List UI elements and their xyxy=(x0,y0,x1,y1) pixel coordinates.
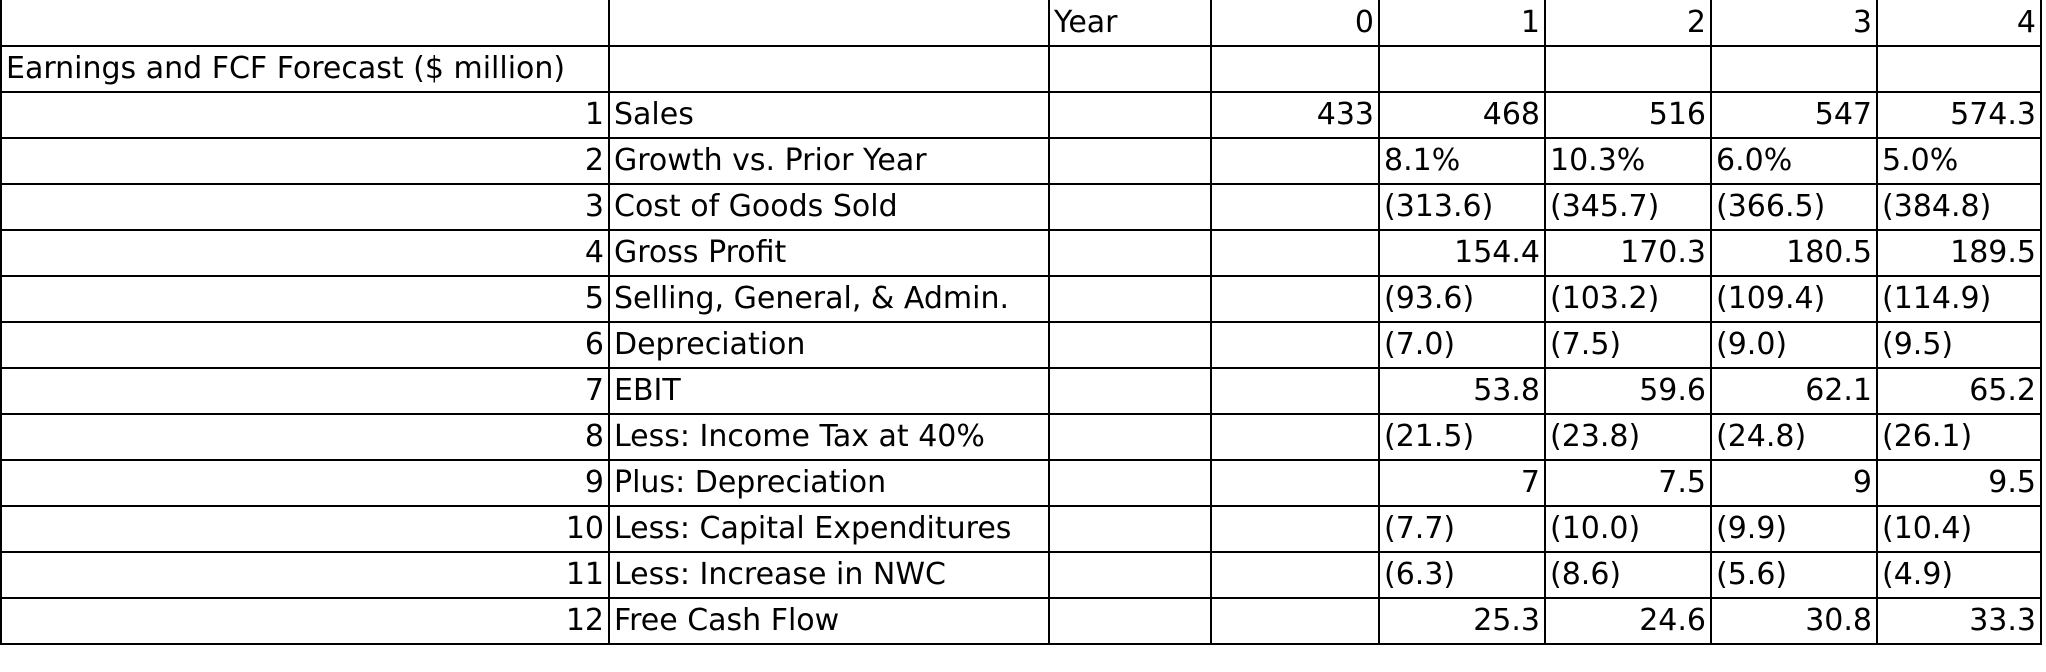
row-number-cell[interactable]: 8 xyxy=(1,414,609,460)
value-year-1-cell[interactable]: 8.1% xyxy=(1379,138,1545,184)
value-year-1-cell[interactable]: (7.0) xyxy=(1379,322,1545,368)
table-row xyxy=(1,598,2041,644)
value-year-2-cell[interactable]: (23.8) xyxy=(1545,414,1711,460)
line-item-label-cell[interactable]: Sales xyxy=(609,92,1049,138)
table-row xyxy=(1,138,2041,184)
cell[interactable] xyxy=(1049,414,1211,460)
cell[interactable] xyxy=(1211,46,1379,92)
table-row xyxy=(1,230,2041,276)
value-year-2-cell[interactable]: 7.5 xyxy=(1545,460,1711,506)
value-year-0-cell[interactable]: 433 xyxy=(1211,92,1379,138)
value-year-3-cell[interactable]: 547 xyxy=(1711,92,1877,138)
table-row xyxy=(1,414,2041,460)
value-year-1-cell[interactable]: (93.6) xyxy=(1379,276,1545,322)
value-year-1-cell[interactable]: 154.4 xyxy=(1379,230,1545,276)
table-row xyxy=(1,506,2041,552)
cell[interactable] xyxy=(1049,92,1211,138)
cell[interactable] xyxy=(1049,552,1211,598)
value-year-1-cell[interactable]: 468 xyxy=(1379,92,1545,138)
line-item-label-cell[interactable]: Growth vs. Prior Year xyxy=(609,138,1049,184)
value-year-4-cell[interactable]: (4.9) xyxy=(1877,552,2041,598)
value-year-4-cell[interactable]: (9.5) xyxy=(1877,322,2041,368)
value-year-3-cell[interactable]: (366.5) xyxy=(1711,184,1877,230)
value-year-4-cell[interactable]: 33.3 xyxy=(1877,598,2041,644)
cell[interactable] xyxy=(1545,46,1711,92)
value-year-3-cell[interactable]: (24.8) xyxy=(1711,414,1877,460)
table-row xyxy=(1,184,2041,230)
value-year-0-cell[interactable] xyxy=(1211,322,1379,368)
value-year-2-cell[interactable]: 10.3% xyxy=(1545,138,1711,184)
line-item-label-cell[interactable]: Depreciation xyxy=(609,322,1049,368)
value-year-1-cell[interactable]: 53.8 xyxy=(1379,368,1545,414)
value-year-1-cell[interactable]: (21.5) xyxy=(1379,414,1545,460)
value-year-3-cell[interactable]: 180.5 xyxy=(1711,230,1877,276)
cell[interactable] xyxy=(1049,138,1211,184)
value-year-0-cell[interactable] xyxy=(1211,230,1379,276)
cell[interactable] xyxy=(1049,368,1211,414)
line-item-label-cell[interactable]: EBIT xyxy=(609,368,1049,414)
row-number-cell[interactable]: 5 xyxy=(1,276,609,322)
value-year-3-cell[interactable]: (9.9) xyxy=(1711,506,1877,552)
value-year-2-cell[interactable]: 24.6 xyxy=(1545,598,1711,644)
year-header-row xyxy=(1,0,2041,46)
row-number-cell[interactable]: 2 xyxy=(1,138,609,184)
value-year-2-cell[interactable]: (7.5) xyxy=(1545,322,1711,368)
value-year-3-cell[interactable]: (109.4) xyxy=(1711,276,1877,322)
line-item-label-cell[interactable]: Less: Increase in NWC xyxy=(609,552,1049,598)
cell[interactable] xyxy=(1379,46,1545,92)
cell[interactable] xyxy=(1049,276,1211,322)
value-year-1-cell[interactable]: 7 xyxy=(1379,460,1545,506)
line-item-label-cell[interactable]: Plus: Depreciation xyxy=(609,460,1049,506)
value-year-4-cell[interactable]: (384.8) xyxy=(1877,184,2041,230)
line-item-label-cell[interactable]: Selling, General, & Admin. xyxy=(609,276,1049,322)
value-year-0-cell[interactable] xyxy=(1211,598,1379,644)
row-number-cell[interactable]: 6 xyxy=(1,322,609,368)
cell[interactable] xyxy=(1049,184,1211,230)
value-year-3-cell[interactable]: (5.6) xyxy=(1711,552,1877,598)
value-year-0-cell[interactable] xyxy=(1211,414,1379,460)
year-0-cell[interactable]: 0 xyxy=(1211,0,1379,46)
value-year-3-cell[interactable]: 30.8 xyxy=(1711,598,1877,644)
value-year-4-cell[interactable]: 9.5 xyxy=(1877,460,2041,506)
cell[interactable] xyxy=(1049,322,1211,368)
line-item-label-cell[interactable]: Less: Capital Expenditures xyxy=(609,506,1049,552)
cell[interactable] xyxy=(1,0,609,46)
value-year-2-cell[interactable]: (103.2) xyxy=(1545,276,1711,322)
cell[interactable] xyxy=(1049,230,1211,276)
year-1-cell[interactable]: 1 xyxy=(1379,0,1545,46)
value-year-2-cell[interactable]: 170.3 xyxy=(1545,230,1711,276)
table-row xyxy=(1,368,2041,414)
row-number-cell[interactable]: 4 xyxy=(1,230,609,276)
title-row xyxy=(1,46,2041,92)
value-year-2-cell[interactable]: (10.0) xyxy=(1545,506,1711,552)
value-year-2-cell[interactable]: 59.6 xyxy=(1545,368,1711,414)
value-year-3-cell[interactable]: (9.0) xyxy=(1711,322,1877,368)
value-year-1-cell[interactable]: 25.3 xyxy=(1379,598,1545,644)
value-year-0-cell[interactable] xyxy=(1211,138,1379,184)
line-item-label-cell[interactable]: Less: Income Tax at 40% xyxy=(609,414,1049,460)
line-item-label-cell[interactable]: Cost of Goods Sold xyxy=(609,184,1049,230)
value-year-2-cell[interactable]: 516 xyxy=(1545,92,1711,138)
cell[interactable] xyxy=(1877,46,2041,92)
value-year-3-cell[interactable]: 9 xyxy=(1711,460,1877,506)
row-number-cell[interactable]: 1 xyxy=(1,92,609,138)
year-label-cell[interactable]: Year xyxy=(1049,0,1211,46)
value-year-0-cell[interactable] xyxy=(1211,276,1379,322)
line-item-label-cell[interactable]: Free Cash Flow xyxy=(609,598,1049,644)
table-row xyxy=(1,276,2041,322)
row-number-cell[interactable]: 11 xyxy=(1,552,609,598)
cell[interactable] xyxy=(1711,46,1877,92)
value-year-1-cell[interactable]: (313.6) xyxy=(1379,184,1545,230)
value-year-1-cell[interactable]: (7.7) xyxy=(1379,506,1545,552)
cell[interactable] xyxy=(1049,46,1211,92)
row-number-cell[interactable]: 7 xyxy=(1,368,609,414)
value-year-1-cell[interactable]: (6.3) xyxy=(1379,552,1545,598)
value-year-0-cell[interactable] xyxy=(1211,460,1379,506)
year-3-cell[interactable]: 3 xyxy=(1711,0,1877,46)
cell[interactable] xyxy=(1049,598,1211,644)
cell[interactable] xyxy=(1049,460,1211,506)
table-row xyxy=(1,322,2041,368)
value-year-2-cell[interactable]: (8.6) xyxy=(1545,552,1711,598)
cell[interactable] xyxy=(1049,506,1211,552)
row-number-cell[interactable]: 12 xyxy=(1,598,609,644)
row-number-cell[interactable]: 3 xyxy=(1,184,609,230)
value-year-4-cell[interactable]: (26.1) xyxy=(1877,414,2041,460)
value-year-4-cell[interactable]: 5.0% xyxy=(1877,138,2041,184)
value-year-4-cell[interactable]: 189.5 xyxy=(1877,230,2041,276)
table-row xyxy=(1,92,2041,138)
row-number-cell[interactable]: 9 xyxy=(1,460,609,506)
table-row xyxy=(1,552,2041,598)
value-year-0-cell[interactable] xyxy=(1211,368,1379,414)
value-year-4-cell[interactable]: (114.9) xyxy=(1877,276,2041,322)
value-year-4-cell[interactable]: (10.4) xyxy=(1877,506,2041,552)
value-year-0-cell[interactable] xyxy=(1211,506,1379,552)
value-year-3-cell[interactable]: 62.1 xyxy=(1711,368,1877,414)
value-year-0-cell[interactable] xyxy=(1211,184,1379,230)
value-year-2-cell[interactable]: (345.7) xyxy=(1545,184,1711,230)
cell[interactable] xyxy=(609,46,1049,92)
value-year-0-cell[interactable] xyxy=(1211,552,1379,598)
table-row xyxy=(1,460,2041,506)
value-year-3-cell[interactable]: 6.0% xyxy=(1711,138,1877,184)
row-number-cell[interactable]: 10 xyxy=(1,506,609,552)
year-4-cell[interactable]: 4 xyxy=(1877,0,2041,46)
cell[interactable] xyxy=(609,0,1049,46)
value-year-4-cell[interactable]: 574.3 xyxy=(1877,92,2041,138)
table-title-cell[interactable]: Earnings and FCF Forecast ($ million) xyxy=(1,46,609,92)
line-item-label-cell[interactable]: Gross Profit xyxy=(609,230,1049,276)
value-year-4-cell[interactable]: 65.2 xyxy=(1877,368,2041,414)
year-2-cell[interactable]: 2 xyxy=(1545,0,1711,46)
